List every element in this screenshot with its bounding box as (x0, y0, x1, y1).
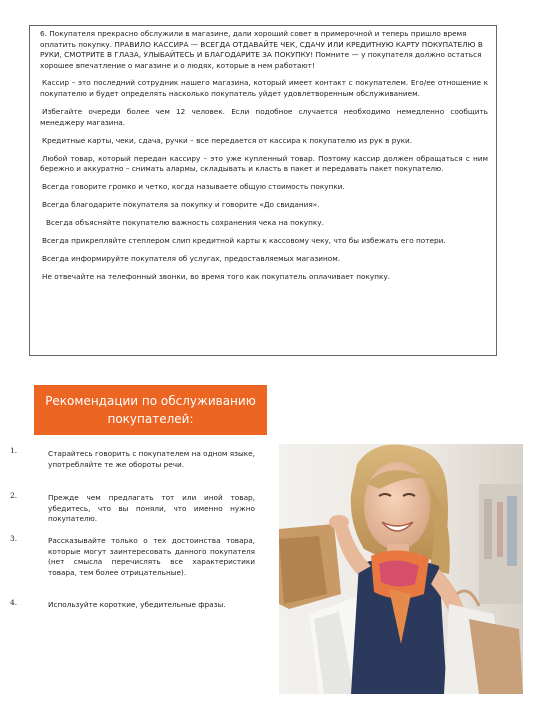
item-text: Рассказывайте только о тех достоинства товара, которые могут заинтересовать данного покупателя (нет смысла перечислять все характеристики товара, тем более отрицательные). (48, 536, 255, 577)
item-text: Прежде чем предлагать тот или иной товар, убедитесь, что вы поняли, что именно нужно покупателю. (48, 493, 255, 523)
item-number: 2. (10, 491, 18, 500)
item-number: 3. (10, 534, 18, 543)
rule-paragraph: Кассир – это последний сотрудник нашего магазина, который имеет контакт с покупателем. Его/ее отношение к покупателю и будет определять насколько покупатель уйдет удовлетворенным обслуживанием. (40, 78, 488, 98)
rule-paragraph: Всегда информируйте покупателя об услугах, предоставляемых магазином. (42, 254, 341, 264)
rule-paragraph: Любой товар, который передан кассиру – это уже купленный товар. Поэтому кассир должен обращаться с ним бережно и аккуратно – снимать алармы, складывать и класть в пакет и передавать пакет покупателю. (40, 153, 488, 174)
rule-paragraph: Всегда говорите громко и четко, когда называете общую стоимость покупки. (42, 182, 345, 192)
item-number: 1. (10, 446, 18, 455)
item-number: 4. (10, 598, 18, 607)
rule-paragraph: Всегда благодарите покупателя за покупку и говорите «До свидания». (42, 200, 320, 210)
rule-paragraph: Избегайте очереди более чем 12 человек. Если подобное случается необходимо немедленно сообщить менеджеру магазина. (40, 106, 488, 127)
banner-title-line1: Рекомендации по обслуживанию (45, 394, 256, 408)
banner-title-line2: покупателей: (107, 412, 194, 426)
rule-paragraph: Всегда прикрепляйте степлером слип кредитной карты к кассовому чеку, что бы избежать его потери. (42, 236, 446, 246)
rule-paragraph: 6. Покупателя прекрасно обслужили в магазине, дали хороший совет в примерочной и теперь пришло время оплатить покупку. ПРАВИЛО КАССИРА — ВСЕГДА ОТДАВАЙТЕ ЧЕК, СДАЧУ ИЛИ КРЕДИТНУЮ КАРТУ ПОКУПАТЕЛЮ В РУКИ, СМОТРИТЕ В ГЛАЗА, УЛЫБАЙТЕСЬ И БЛАГОДАРИТЕ ЗА ПОКУПКУ! Помните — у покупателя должно остаться хорошее впечатление о магазине и о людях, которые в нем работают! (40, 29, 483, 70)
rule-paragraph: Не отвечайте на телефонный звонки, во время того как покупатель оплачивает покупку. (42, 272, 391, 282)
cashier-rules-box (29, 25, 497, 356)
item-text: Старайтесь говорить с покупателем на одном языке, употребляйте те же обороты речи. (48, 449, 255, 469)
recommendations-banner (34, 385, 267, 435)
rule-paragraph: Всегда объясняйте покупателю важность сохранения чека на покупку. (46, 218, 324, 228)
shopping-woman-photo (279, 444, 523, 694)
item-text: Используйте короткие, убедительные фразы. (48, 600, 226, 609)
rule-paragraph: Кредитные карты, чеки, сдача, ручки – все передается от кассира к покупателю из рук в руки. (42, 135, 413, 145)
